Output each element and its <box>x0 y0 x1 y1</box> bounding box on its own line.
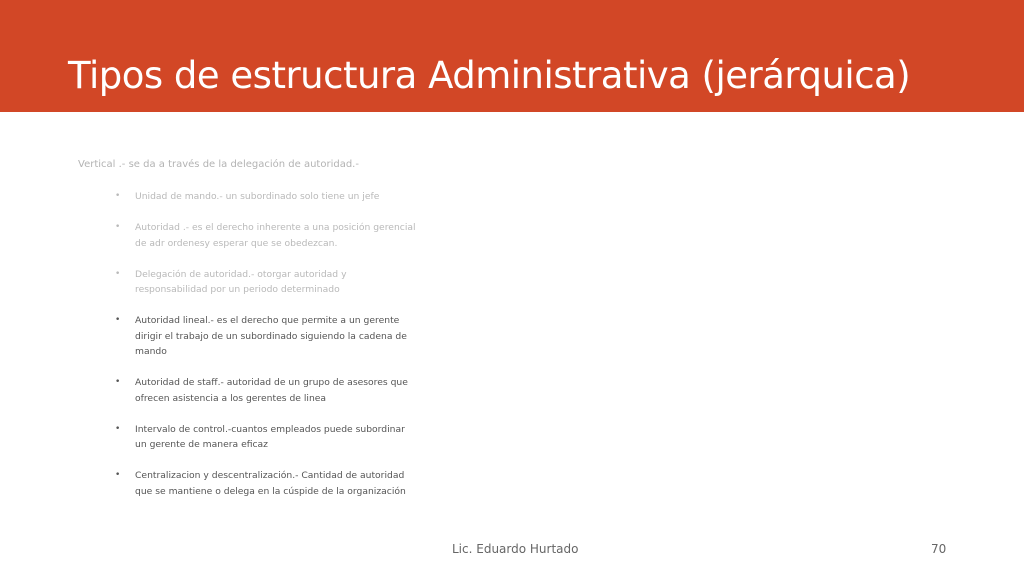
bullet-icon: • <box>115 470 121 480</box>
lead-text: Vertical .- se da a través de la delegación de autoridad.- <box>78 159 359 170</box>
bullet-icon: • <box>115 377 121 387</box>
list-item <box>78 189 417 205</box>
list-item <box>78 468 417 499</box>
list-item-text: Delegación de autoridad.- otorgar autoridad y responsabilidad por un periodo determinado <box>135 268 347 295</box>
bullet-icon: • <box>115 222 121 232</box>
list-item-text: Autoridad de staff.- autoridad de un grupo de asesores que ofrecen asistencia a los gerentes de linea <box>135 377 408 404</box>
bullet-icon: • <box>115 315 121 325</box>
page-number: 70 <box>931 542 947 556</box>
slide-content <box>78 158 428 515</box>
bullet-icon: • <box>115 423 121 434</box>
slide-title: Tipos de estructura Administrativa (jerárquica) <box>68 54 911 97</box>
list-item <box>78 220 417 251</box>
bullet-list <box>78 189 428 499</box>
list-item-text: Intervalo de control.-cuantos empleados puede subordinar un gerente de manera eficaz <box>135 423 405 450</box>
bullet-icon: • <box>115 191 121 201</box>
list-item <box>78 267 417 298</box>
list-item-text: Centralizacion y descentralización.- Cantidad de autoridad que se mantiene o delega en la cúspide de la organización <box>135 470 406 497</box>
list-item-text: Unidad de mando.- un subordinado solo tiene un jefe <box>135 191 380 202</box>
title-bar <box>0 0 1024 112</box>
list-item <box>78 422 417 453</box>
list-item-text: Autoridad lineal.- es el derecho que permite a un gerente dirigir el trabajo de un subordinado siguiendo la cadena de mando <box>135 315 407 357</box>
list-item <box>78 375 417 406</box>
list-item <box>78 313 417 360</box>
list-item-text: Autoridad .- es el derecho inherente a una posición gerencial de adr ordenesy esperar que se obedezcan. <box>135 222 416 249</box>
bullet-icon: • <box>115 268 121 279</box>
footer-author: Lic. Eduardo Hurtado <box>452 542 579 556</box>
